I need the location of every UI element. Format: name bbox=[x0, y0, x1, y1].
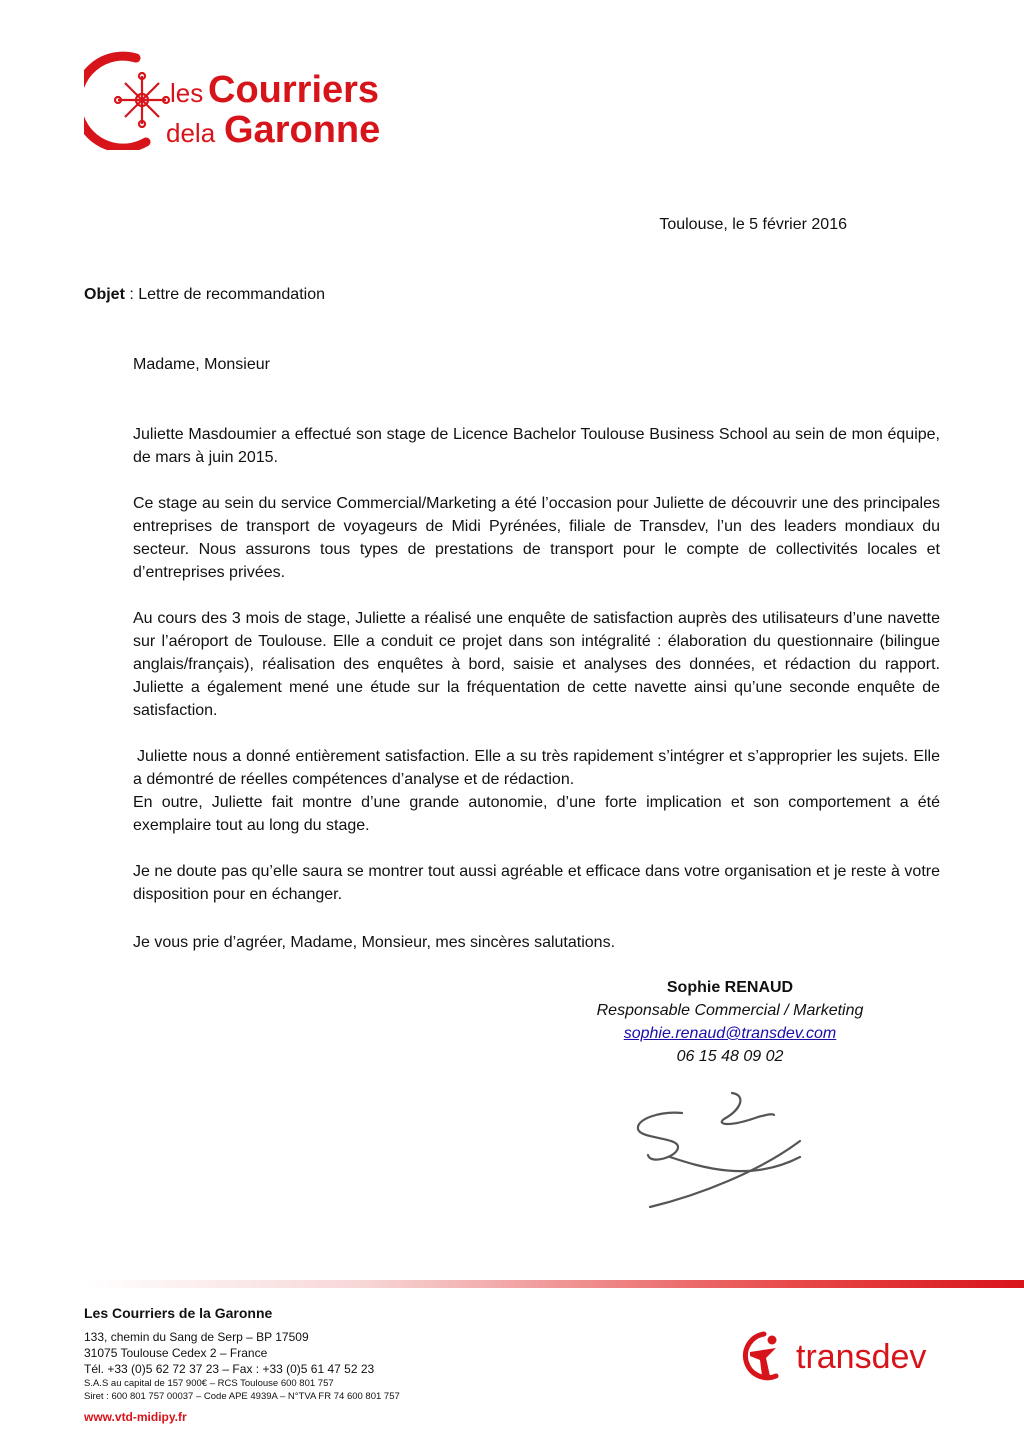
signer-role: Responsable Commercial / Marketing bbox=[596, 1002, 864, 1019]
logo-les: les bbox=[170, 78, 204, 108]
transdev-logo-text: transdev bbox=[796, 1338, 927, 1376]
subject-label: Objet bbox=[84, 286, 125, 303]
footer-address-line-2: 31075 Toulouse Cedex 2 – France bbox=[84, 1346, 268, 1360]
logo-garonne: Garonne bbox=[224, 109, 381, 150]
letter-body bbox=[133, 423, 940, 929]
subject-text: : Lettre de recommandation bbox=[124, 286, 325, 303]
paragraph-3: Au cours des 3 mois de stage, Juliette a réalisé une enquête de satisfaction auprès des utilisateurs d’une navette sur l’aéroport de Toulouse. Elle a conduit ce projet dans son intégralité : élaboration du questionnaire (bilingue anglais/français), réalisation des enquêtes à bord, saisie et analyses des données, et rédaction du rapport. Juliette a également mené une étude sur la fréquentation de cette navette ainsi qu’une seconde enquête de satisfaction. bbox=[133, 610, 940, 719]
footer-legal-line-1: S.A.S au capital de 157 900€ – RCS Toulouse 600 801 757 bbox=[84, 1378, 334, 1389]
logo-dela: dela bbox=[166, 118, 216, 148]
footer-contact bbox=[84, 1303, 544, 1425]
company-logo bbox=[84, 50, 414, 150]
transdev-logo bbox=[736, 1326, 956, 1386]
signer-name: Sophie RENAUD bbox=[666, 979, 794, 996]
paragraph-6: Je ne doute pas qu’elle saura se montrer tout aussi agréable et efficace dans votre organisation et je reste à votre disposition pour en échanger. bbox=[133, 863, 940, 903]
signature-block bbox=[560, 976, 900, 1068]
footer-company-name: Les Courriers de la Garonne bbox=[84, 1305, 273, 1321]
signer-phone: 06 15 48 09 02 bbox=[676, 1048, 784, 1065]
paragraph-4: Juliette nous a donné entièrement satisfaction. Elle a su très rapidement s’intégrer et s’approprier les sujets. Elle a démontré de réelles compétences d’analyse et de rédaction. bbox=[133, 748, 940, 788]
footer-phone-fax: Tél. +33 (0)5 62 72 37 23 – Fax : +33 (0)5 61 47 52 23 bbox=[84, 1362, 375, 1376]
footer-address-line-1: 133, chemin du Sang de Serp – BP 17509 bbox=[84, 1330, 309, 1344]
logo-courriers: Courriers bbox=[208, 69, 380, 111]
paragraph-1: Juliette Masdoumier a effectué son stage de Licence Bachelor Toulouse Business School au sein de mon équipe, de mars à juin 2015. bbox=[133, 426, 940, 466]
letter-date: Toulouse, le 5 février 2016 bbox=[659, 216, 847, 233]
paragraph-5: En outre, Juliette fait montre d’une grande autonomie, d’une forte implication et son comportement a été exemplaire tout au long du stage. bbox=[133, 794, 940, 834]
letter-salutation: Madame, Monsieur bbox=[133, 356, 270, 373]
footer-website-link[interactable]: www.vtd-midipy.fr bbox=[84, 1410, 187, 1424]
paragraph-2: Ce stage au sein du service Commercial/Marketing a été l’occasion pour Juliette de découvrir une des principales entreprises de transport de voyageurs de Midi Pyrénées, filiale de Transdev, l’un des leaders mondiaux du secteur. Nous assurons tous types de prestations de transport pour le compte de collectivités locales et d’entreprises privées. bbox=[133, 495, 940, 581]
letter-closing: Je vous prie d’agréer, Madame, Monsieur, mes sincères salutations. bbox=[133, 934, 616, 951]
footer-legal-line-2: Siret : 600 801 757 00037 – Code APE 4939A – N°TVA FR 74 600 801 757 bbox=[84, 1391, 400, 1402]
letter-subject bbox=[84, 283, 325, 306]
footer-divider bbox=[84, 1280, 1024, 1288]
handwritten-signature bbox=[620, 1085, 820, 1220]
signer-email-link[interactable]: sophie.renaud@transdev.com bbox=[623, 1025, 837, 1042]
